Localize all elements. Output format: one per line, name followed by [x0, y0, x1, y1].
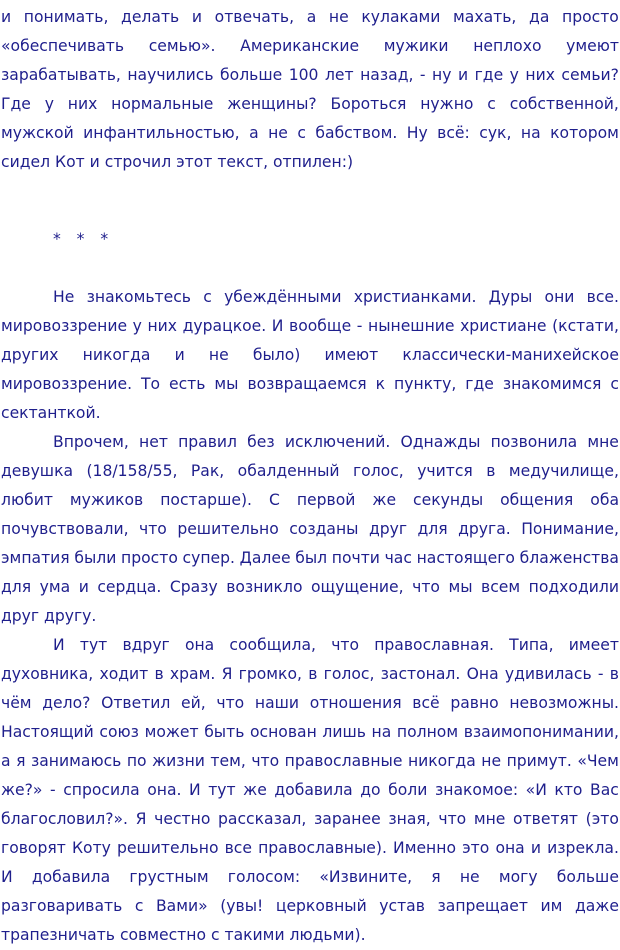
- text-line: духовника, ходит в храм. Я громко, в голос, застонал. Она удивилась - в: [1, 665, 619, 683]
- text-line: мировоззрение у них дурацкое. И вообще - нынешние христиане (кстати,: [1, 317, 619, 335]
- text-line: Не знакомьтесь с убеждёнными христианками. Дуры они все.: [53, 288, 619, 306]
- text-line: а я занимаюсь по жизни тем, что православные никогда не примут. «Чем: [1, 752, 619, 770]
- text-line: говорят Коту решительно все православные). Именно это она и изрекла.: [1, 839, 619, 857]
- text-line: благословил?». Я честно рассказал, заранее зная, что мне ответят (это: [1, 810, 619, 828]
- text-line: «обеспечивать семью». Американские мужики неплохо умеют: [1, 37, 619, 55]
- text-line: девушка (18/158/55, Рак, обалденный голос, учится в медучилище,: [1, 462, 619, 480]
- text-line: мужской инфантильностью, а не с бабством. Ну всё: сук, на котором: [1, 124, 619, 142]
- text-line: же?» - спросила она. И тут же добавила до боли знакомое: «И кто Вас: [1, 781, 619, 799]
- text-line: И тут вдруг она сообщила, что православная. Типа, имеет: [53, 636, 619, 654]
- text-line: чём дело? Ответил ей, что наши отношения всё равно невозможны.: [1, 694, 619, 712]
- text-line: сидел Кот и строчил этот текст, отпилен:): [1, 153, 354, 171]
- section-separator: * * *: [53, 230, 114, 248]
- text-line: и понимать, делать и отвечать, а не кулаками махать, да просто: [1, 8, 619, 26]
- paragraph: [1, 283, 619, 428]
- text-line: эмпатия были просто супер. Далее был почти час настоящего блаженства: [1, 549, 619, 567]
- text-line: Впрочем, нет правил без исключений. Однажды позвонила мне: [53, 433, 619, 451]
- text-line: сектанткой.: [1, 404, 101, 422]
- text-line: почувствовали, что решительно созданы друг для друга. Понимание,: [1, 520, 619, 538]
- section-body: [1, 283, 619, 950]
- text-line: друг другу.: [1, 607, 97, 625]
- paragraph: [1, 3, 619, 177]
- text-line: мировоззрение. То есть мы возвращаемся к пункту, где знакомимся с: [1, 375, 619, 393]
- text-line: Настоящий союз может быть основан лишь на полном взаимопонимании,: [1, 723, 619, 741]
- text-line: для ума и сердца. Сразу возникло ощущение, что мы всем подходили: [1, 578, 619, 596]
- paragraph: [1, 631, 619, 950]
- text-line: зарабатывать, научились больше 100 лет назад, - ну и где у них семьи?: [1, 66, 619, 84]
- intro-paragraph: [1, 3, 619, 177]
- text-line: И добавила грустным голосом: «Извините, я не могу больше: [1, 868, 619, 886]
- paragraph: [1, 428, 619, 631]
- text-line: других никогда и не было) имеют классически-манихейское: [1, 346, 619, 364]
- text-line: трапезничать совместно с такими людьми).: [1, 926, 366, 944]
- text-line: Где у них нормальные женщины? Бороться нужно с собственной,: [1, 95, 619, 113]
- text-line: любит мужиков постарше). С первой же секунды общения оба: [1, 491, 619, 509]
- text-line: разговаривать с Вами» (увы! церковный устав запрещает им даже: [1, 897, 619, 915]
